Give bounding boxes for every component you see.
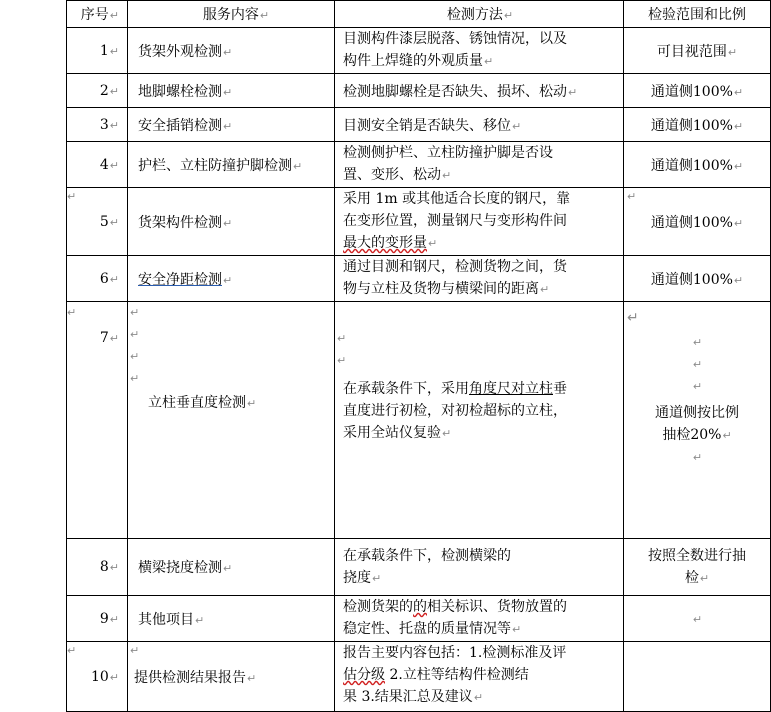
row-method: 采用 1m 或其他适合长度的钢尺，靠 在变形位置，测量钢尺与变形构件间 最大的变形量↵ (335, 188, 624, 256)
row-no: 4↵ (67, 142, 128, 188)
row-scope: ↵ ↵ ↵ ↵ 通道侧按比例 抽检20%↵ ↵ (624, 302, 771, 539)
row-no: 1↵ (67, 28, 128, 74)
row-no: ↵ 5↵ (67, 188, 128, 256)
row-scope: 可目视范围↵ (624, 28, 771, 74)
row-method: 通过目测和钢尺，检测货物之间，货 物与立柱及货物与横梁间的距离↵ (335, 256, 624, 302)
row-no: 3↵ (67, 108, 128, 142)
row-content: 地脚螺栓检测↵ (128, 74, 335, 108)
header-no: 序号↵ (67, 1, 128, 28)
row-scope: ↵ 通道侧100%↵ (624, 188, 771, 256)
table-row (67, 539, 771, 596)
row-method: 检测地脚螺栓是否缺失、损坏、松动↵ (335, 74, 624, 108)
table-row (67, 642, 771, 712)
row-content: ↵ ↵ ↵ ↵ 立柱垂直度检测↵ (128, 302, 335, 539)
header-method: 检测方法↵ (335, 1, 624, 28)
row-method: 目测构件漆层脱落、锈蚀情况，以及 构件上焊缝的外观质量↵ (335, 28, 624, 74)
table-row (67, 142, 771, 188)
row-no: 8↵ (67, 539, 128, 596)
row-no: ↵ 7↵ (67, 302, 128, 539)
inspection-table (66, 0, 771, 712)
row-content: 安全净距检测↵ (128, 256, 335, 302)
row-content: 货架外观检测↵ (128, 28, 335, 74)
row-scope: 通道侧100%↵ (624, 74, 771, 108)
table-row (67, 28, 771, 74)
table-row (67, 596, 771, 642)
table-row (67, 256, 771, 302)
table-header-row (67, 1, 771, 28)
table-row (67, 302, 771, 539)
row-content: 护栏、立柱防撞护脚检测↵ (128, 142, 335, 188)
table-row (67, 74, 771, 108)
row-scope (624, 642, 771, 712)
row-method: ↵ ↵ 在承载条件下，采用角度尺对立柱垂 直度进行初检，对初检超标的立柱， 采用全站仪复验↵ (335, 302, 624, 539)
row-no: 6↵ (67, 256, 128, 302)
row-content: 其他项目↵ (128, 596, 335, 642)
row-no: 9↵ (67, 596, 128, 642)
table-row (67, 108, 771, 142)
header-scope: 检验范围和比例 (624, 1, 771, 28)
row-method: 在承载条件下，检测横梁的 挠度↵ (335, 539, 624, 596)
table-row (67, 188, 771, 256)
row-content: 横梁挠度检测↵ (128, 539, 335, 596)
row-scope: 通道侧100%↵ (624, 108, 771, 142)
row-method: 目测安全销是否缺失、移位↵ (335, 108, 624, 142)
row-scope: 通道侧100%↵ (624, 142, 771, 188)
row-method: 报告主要内容包括：1.检测标准及评 估分级 2.立柱等结构件检测结 果 3.结果汇总及建议↵ (335, 642, 624, 712)
row-no: ↵ 10↵ (67, 642, 128, 712)
header-content: 服务内容↵ (128, 1, 335, 28)
row-content: 货架构件检测↵ (128, 188, 335, 256)
row-content: 安全插销检测↵ (128, 108, 335, 142)
row-method: 检测货架的的相关标识、货物放置的 稳定性、托盘的质量情况等↵ (335, 596, 624, 642)
row-no: 2↵ (67, 74, 128, 108)
row-scope: ↵ (624, 596, 771, 642)
row-scope: 按照全数进行抽 检↵ (624, 539, 771, 596)
row-scope: 通道侧100%↵ (624, 256, 771, 302)
row-content: ↵ 提供检测结果报告↵ (128, 642, 335, 712)
row-method: 检测侧护栏、立柱防撞护脚是否设 置、变形、松动↵ (335, 142, 624, 188)
